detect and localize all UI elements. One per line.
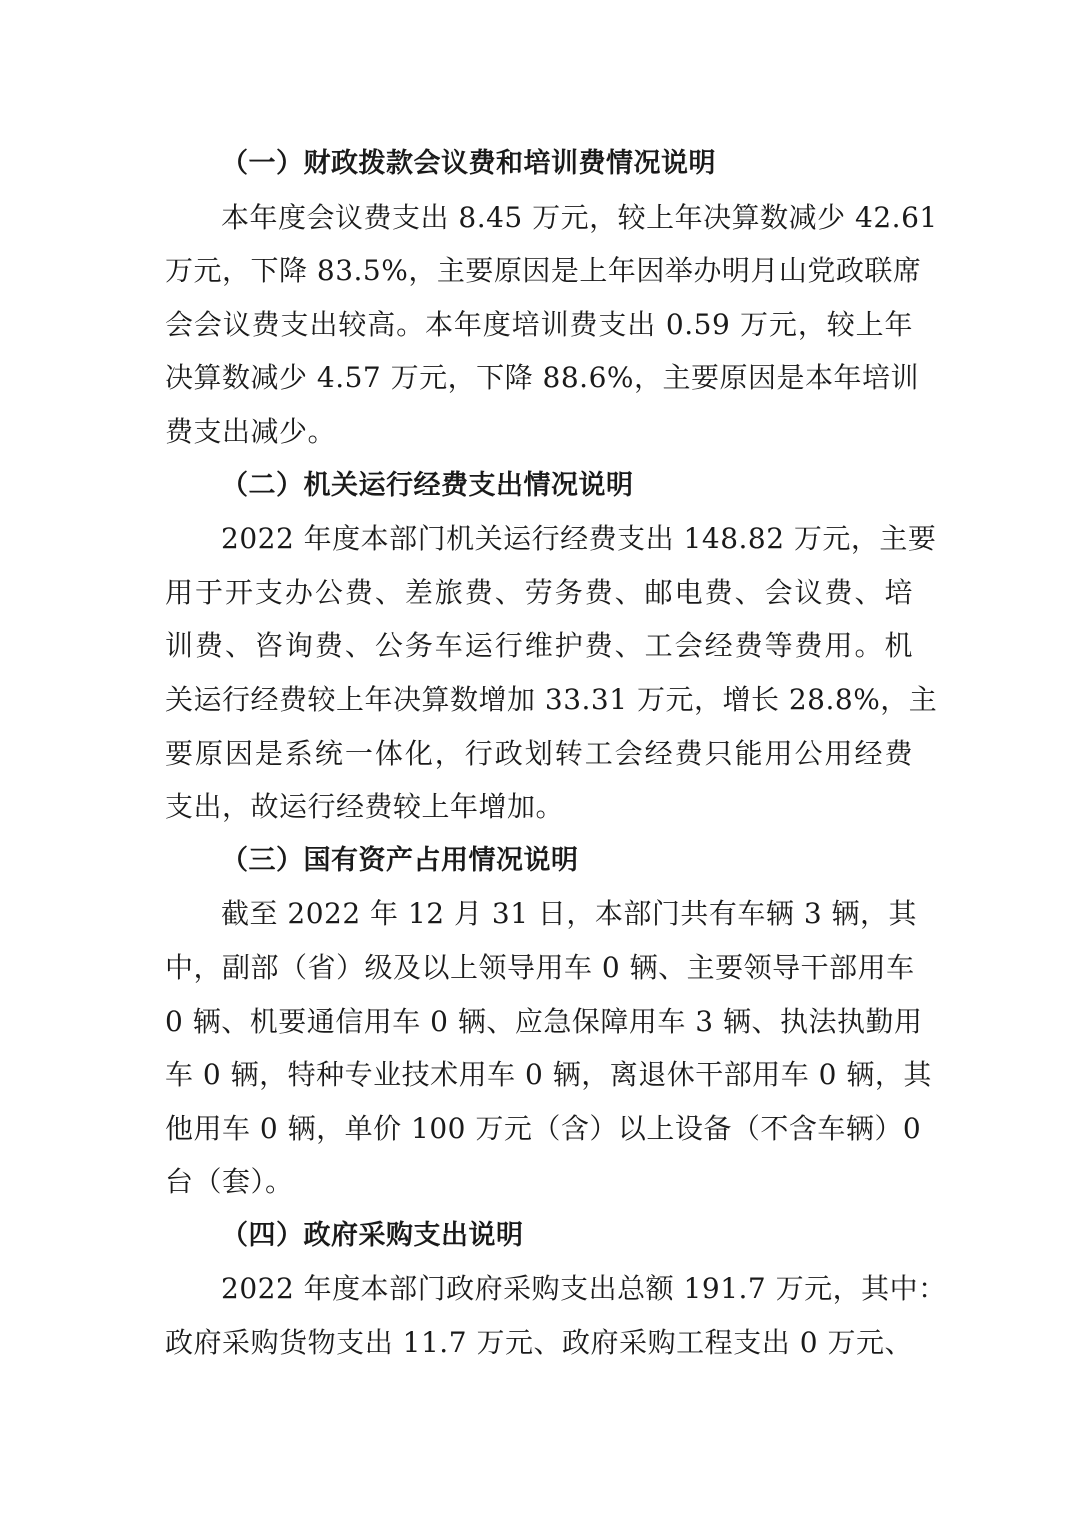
paragraph-line: 2022 年度本部门政府采购支出总额 191.7 万元，其中：	[221, 1272, 947, 1306]
section-heading-4: （四）政府采购支出说明	[221, 1219, 524, 1251]
paragraph-line: 会会议费支出较高。本年度培训费支出 0.59 万元，较上年	[165, 307, 913, 341]
paragraph-line: 台（套）。	[165, 1165, 294, 1199]
paragraph-line: 车 0 辆，特种专业技术用车 0 辆，离退休干部用车 0 辆，其	[165, 1058, 932, 1092]
paragraph-line: 本年度会议费支出 8.45 万元，较上年决算数减少 42.61	[221, 200, 938, 234]
paragraph-line: 训费、咨询费、公务车运行维护费、工会经费等费用。机	[165, 629, 913, 663]
paragraph-line: 要原因是系统一体化，行政划转工会经费只能用公用经费	[165, 736, 913, 770]
paragraph-line: 关运行经费较上年决算数增加 33.31 万元，增长 28.8%，主	[165, 682, 938, 716]
paragraph-line: 决算数减少 4.57 万元，下降 88.6%，主要原因是本年培训	[165, 361, 919, 395]
paragraph-line: 0 辆、机要通信用车 0 辆、应急保障用车 3 辆、执法执勤用	[165, 1004, 923, 1038]
paragraph-line: 中，副部（省）级及以上领导用车 0 辆、主要领导干部用车	[165, 950, 915, 984]
section-heading-2: （二）机关运行经费支出情况说明	[221, 469, 634, 501]
document-page	[165, 137, 947, 1370]
paragraph-line: 万元，下降 83.5%，主要原因是上年因举办明月山党政联席	[165, 254, 922, 288]
paragraph-line: 他用车 0 辆，单价 100 万元（含）以上设备（不含车辆）0	[165, 1111, 922, 1145]
section-heading-3: （三）国有资产占用情况说明	[221, 844, 579, 876]
paragraph-line: 政府采购货物支出 11.7 万元、政府采购工程支出 0 万元、	[165, 1326, 913, 1360]
paragraph-line: 2022 年度本部门机关运行经费支出 148.82 万元，主要	[221, 522, 937, 556]
paragraph-line: 支出，故运行经费较上年增加。	[165, 790, 565, 824]
section-heading-1: （一）财政拨款会议费和培训费情况说明	[221, 148, 716, 179]
paragraph-line: 用于开支办公费、差旅费、劳务费、邮电费、会议费、培	[165, 575, 913, 609]
paragraph-line: 费支出减少。	[165, 414, 337, 448]
paragraph-line: 截至 2022 年 12 月 31 日，本部门共有车辆 3 辆，其	[221, 897, 918, 931]
